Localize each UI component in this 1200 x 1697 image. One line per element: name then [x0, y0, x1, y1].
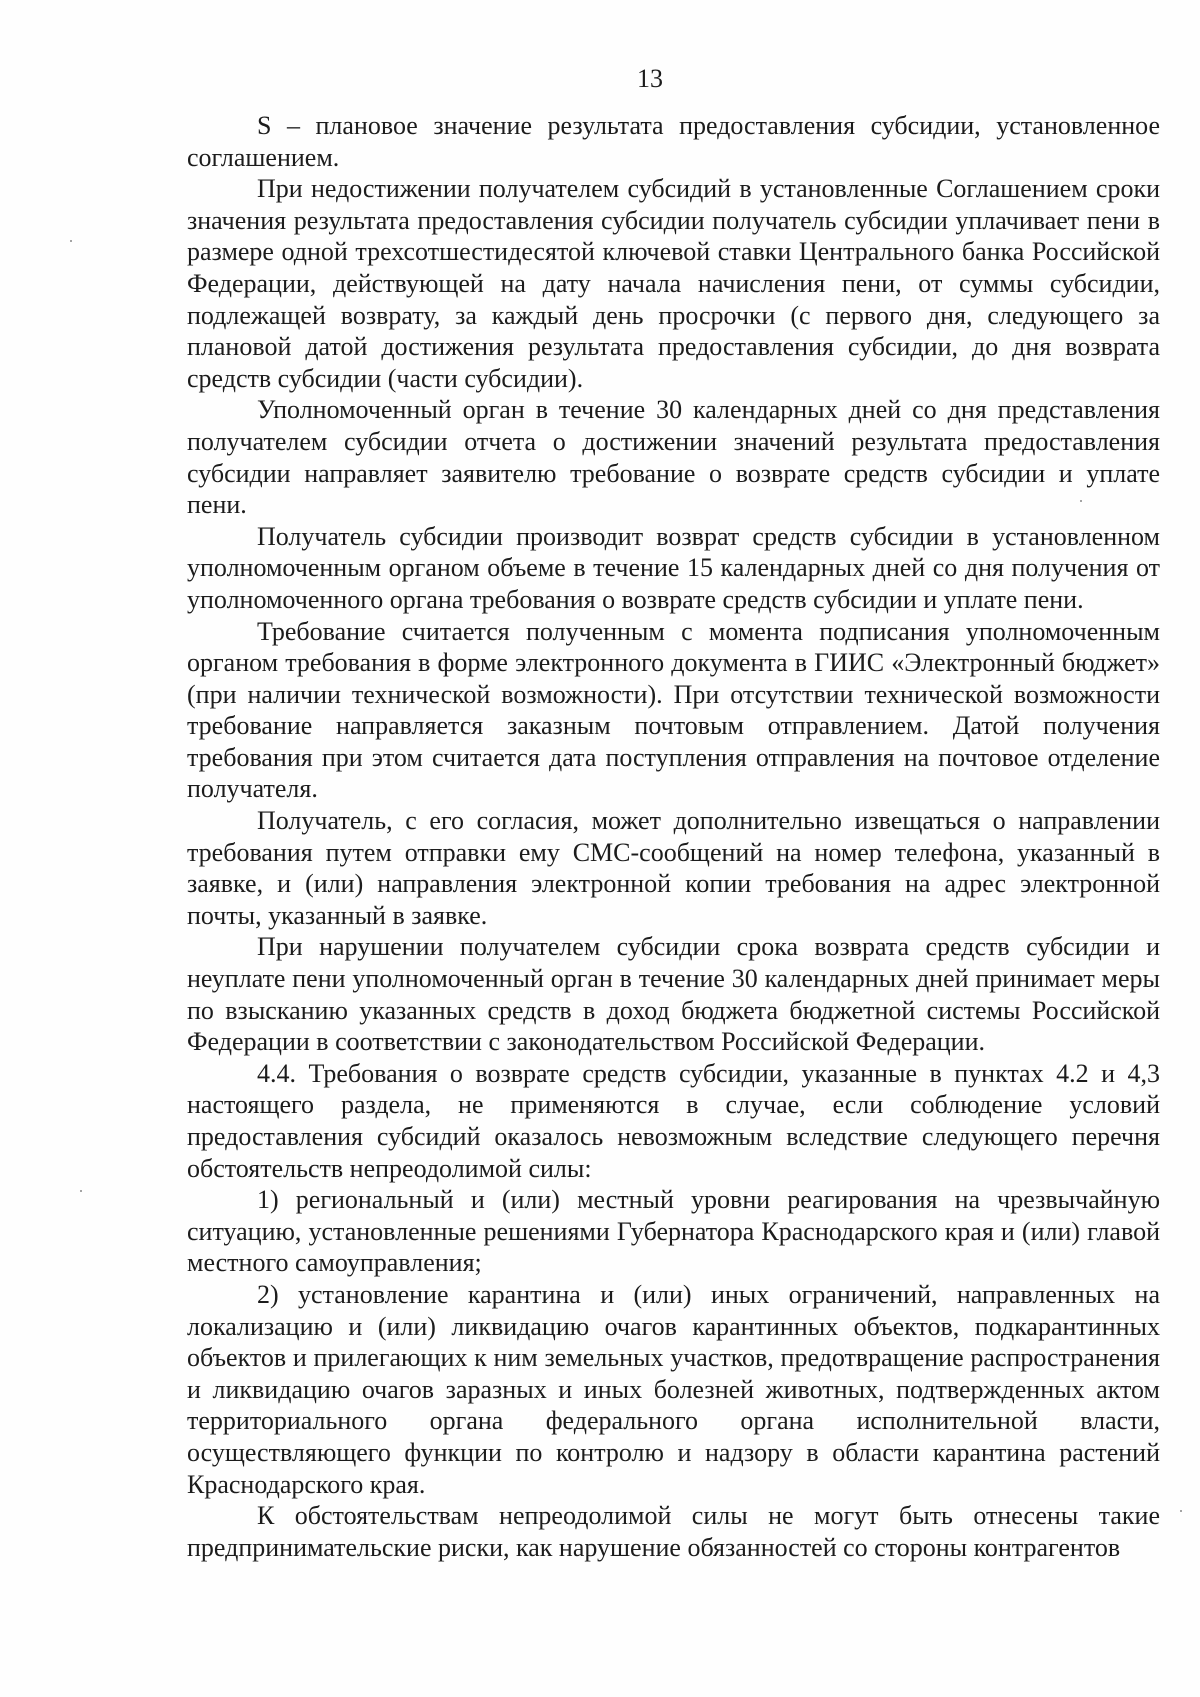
- scan-speck: [1180, 1510, 1182, 1512]
- paragraph-authority-requirement: Уполномоченный орган в течение 30 календарных дней со дня представления получателем субсидии отчета о достижении значений результата предоставления субсидии направляет заявителю требование о возврате средств субсидии и уплате пени.: [187, 395, 1160, 520]
- scan-speck: [70, 240, 72, 242]
- paragraph-requirement-received: Требование считается полученным с момента подписания уполномоченным органом требования в форме электронного документа в ГИИС «Электронный бюджет» (при наличии технической возможности). При отсутствии технической возможности требование направляется заказным почтовым отправлением. Датой получения требования при этом считается дата поступления отправления на почтовое отделение получателя.: [187, 616, 1160, 804]
- paragraph-refund: Получатель субсидии производит возврат средств субсидии в установленном уполномоченным органом объеме в течение 15 календарных дней со дня получения от уполномоченного органа требования о возврате средств субсидии и уплате пени.: [187, 521, 1160, 614]
- list-item-1: 1) региональный и (или) местный уровни реагирования на чрезвычайную ситуацию, установленные решениями Губернатора Краснодарского края и (или) главой местного самоуправления;: [187, 1185, 1160, 1278]
- paragraph-violation: При нарушении получателем субсидии срока возврата средств субсидии и неуплате пени уполномоченный орган в течение 30 календарных дней принимает меры по взысканию указанных средств в доход бюджета бюджетной системы Российской Федерации в соответствии с законодательством Российской Федерации.: [187, 932, 1160, 1057]
- paragraph-section-4-4: 4.4. Требования о возврате средств субсидии, указанные в пунктах 4.2 и 4,3 настоящего раздела, не применяются в случае, если соблюдение условий предоставления субсидий оказалось невозможным вследствие следующего перечня обстоятельств непреодолимой силы:: [187, 1058, 1160, 1183]
- paragraph-force-majeure: К обстоятельствам непреодолимой силы не могут быть отнесены такие предпринимательские риски, как нарушение обязанностей со стороны контрагентов: [187, 1501, 1160, 1562]
- paragraph-s-definition: S – плановое значение результата предоставления субсидии, установленное соглашением.: [187, 111, 1160, 172]
- document-body: [187, 110, 1160, 1563]
- paragraph-penalty: При недостижении получателем субсидий в установленные Соглашением сроки значения результата предоставления субсидии получатель субсидии уплачивает пени в размере одной трехсотшестидесятой ключевой ставки Центрального банка Российской Федерации, действующей на дату начала начисления пени, от суммы субсидии, подлежащей возврату, за каждый день просрочки (с первого дня, следующего за плановой датой достижения результата предоставления субсидии, до дня возврата средств субсидии (части субсидии).: [187, 174, 1160, 393]
- paragraph-notification: Получатель, с его согласия, может дополнительно извещаться о направлении требования путем отправки ему СМС-сообщений на номер телефона, указанный в заявке, и (или) направления электронной копии требования на адрес электронной почты, указанный в заявке.: [187, 806, 1160, 930]
- page-number: 13: [637, 64, 663, 93]
- list-item-2: 2) установление карантина и (или) иных ограничений, направленных на локализацию и (или) ликвидацию очагов карантинных объектов, подкарантинных объектов и прилегающих к ним земельных участков, предотвращение распространения и ликвидацию очагов заразных и иных болезней животных, подтвержденных актом территориального органа федерального органа исполнительной власти, осуществляющего функции по контролю и надзору в области карантина растений Краснодарского края.: [187, 1279, 1160, 1499]
- scan-speck: [1080, 500, 1082, 502]
- scan-speck: [80, 1190, 82, 1192]
